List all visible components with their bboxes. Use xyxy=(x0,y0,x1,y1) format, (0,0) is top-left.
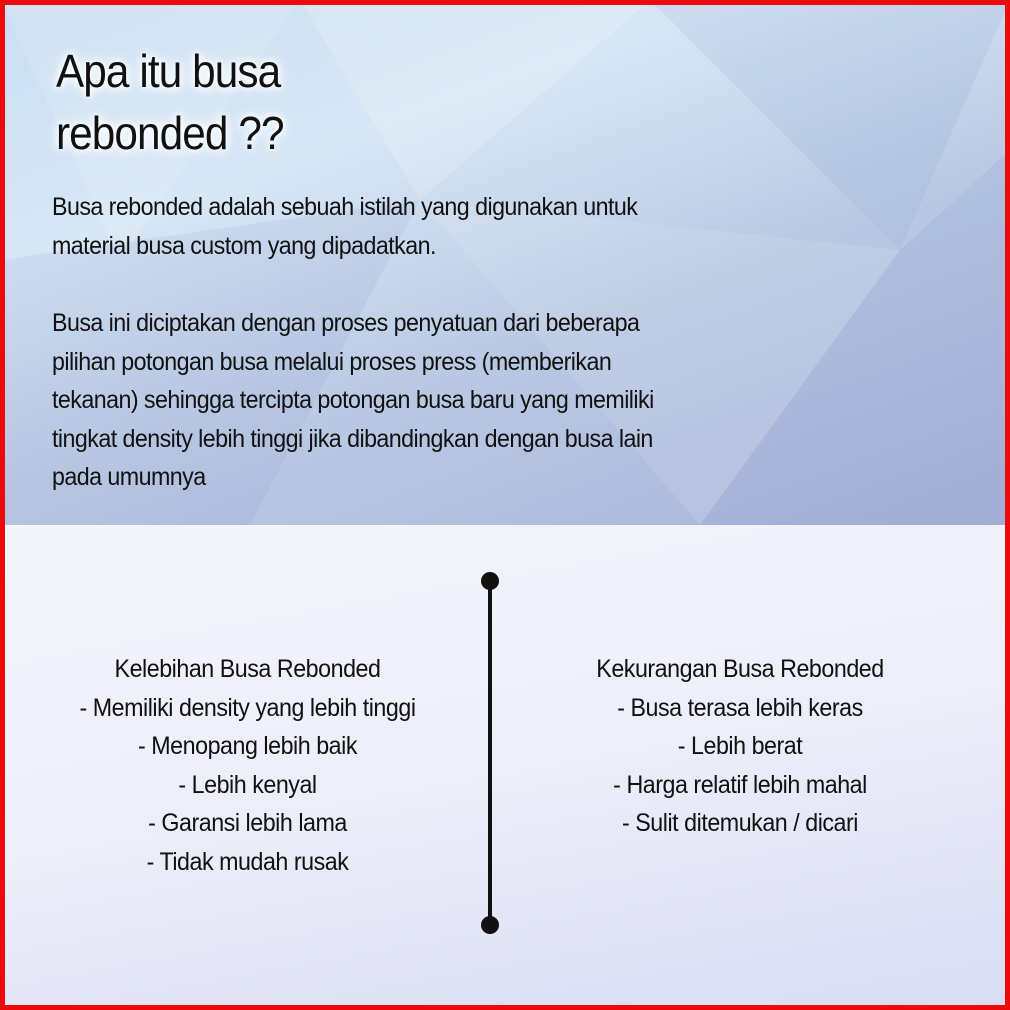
intro-paragraph-1 xyxy=(52,188,889,265)
disadvantages-list xyxy=(520,650,960,843)
list-item: - Menopang lebih baik xyxy=(137,732,358,760)
list-item: - Harga relatif lebih mahal xyxy=(613,770,867,799)
title-line: rebonded ?? xyxy=(56,107,284,159)
divider-top-dot xyxy=(481,572,499,590)
text-line: tekanan) sehingga tercipta potongan busa baru yang memiliki xyxy=(52,386,654,414)
intro-paragraph-2 xyxy=(52,304,889,497)
text-line: material busa custom yang dipadatkan. xyxy=(52,231,436,260)
advantages-heading: Kelebihan Busa Rebonded xyxy=(114,655,381,683)
disadvantages-heading: Kekurangan Busa Rebonded xyxy=(596,655,884,683)
list-item: - Memiliki density yang lebih tinggi xyxy=(79,693,416,722)
page-title xyxy=(56,40,284,164)
text-line: pada umumnya xyxy=(52,463,206,491)
divider-bottom-dot xyxy=(481,916,499,934)
list-item: - Sulit ditemukan / dicari xyxy=(621,809,859,837)
advantages-list xyxy=(20,650,475,881)
text-line: tingkat density lebih tinggi jika dibandingkan dengan busa lain xyxy=(52,424,653,453)
list-item: - Lebih berat xyxy=(677,732,803,760)
text-line: Busa ini diciptakan dengan proses penyatuan dari beberapa xyxy=(52,309,640,337)
list-item: - Busa terasa lebih keras xyxy=(617,693,863,722)
list-item: - Garansi lebih lama xyxy=(148,809,347,837)
text-line: pilihan potongan busa melalui proses press (memberikan xyxy=(52,347,612,376)
list-item: - Lebih kenyal xyxy=(178,770,317,799)
title-line: Apa itu busa xyxy=(56,45,281,97)
list-item: - Tidak mudah rusak xyxy=(146,847,349,876)
text-line: Busa rebonded adalah sebuah istilah yang digunakan untuk xyxy=(52,193,638,221)
divider-line xyxy=(488,581,492,925)
